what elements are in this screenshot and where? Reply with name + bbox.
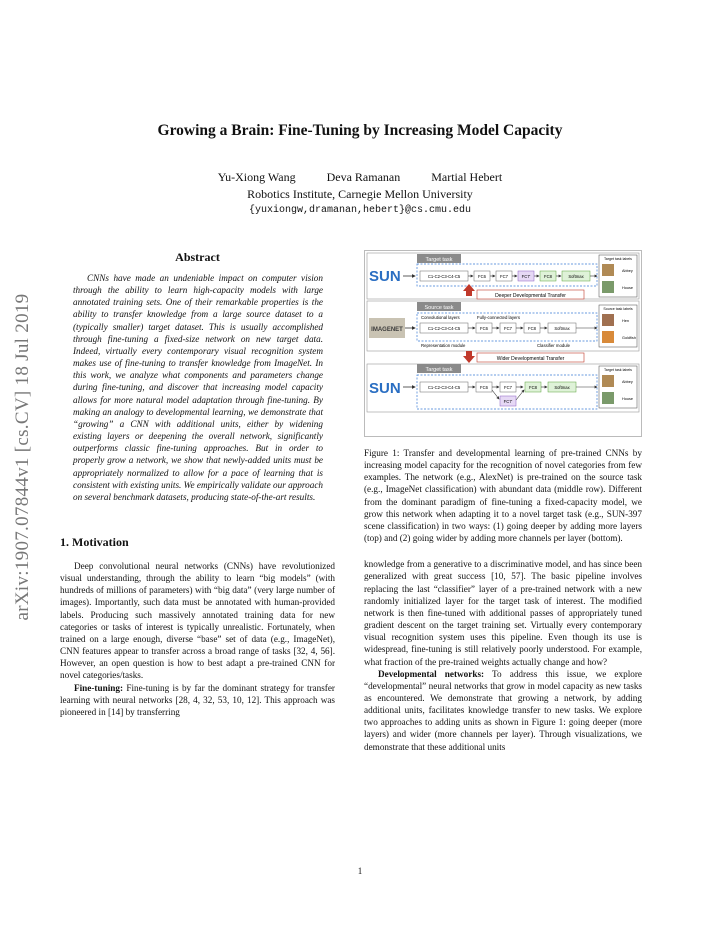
classifier-module-label: Classifier module (537, 343, 570, 348)
wider-transfer-label: Wider Developmental Transfer (496, 356, 565, 362)
right-body (364, 558, 642, 753)
author-name: Deva Ramanan (326, 170, 401, 184)
paragraph-text: To address this issue, we explore “developmental” neural networks that grow in model capacity as new tasks as encountered. We demonstrate that growing a network, by adding additional units, facilitates knowledge transfer to new tasks. We explore two approaches to adding units as shown in Figure 1: going deeper (more layers) and wider (more channels per layer). Through visualizations, we demonstrate that these additional units (364, 668, 642, 752)
fc7-prime-label: FC7' (521, 274, 531, 279)
run-in-heading: Developmental networks: (378, 668, 485, 679)
abstract-heading: Abstract (175, 250, 220, 264)
body-paragraph: knowledge from a generative to a discriminative model, and has since been generalized with great success [10, 57]. The basic pipeline involves replacing the last “classifier” layer of a pre-trained network with a new randomly initialized layer for the target task of interest. The modified network is then fine-tuned with additional passes of appropriately tuned gradient descent on the target training set. Virtually every contemporary visual recognition system uses this pipeline. Even though its use is widespread, fine-tuning is still relatively poorly understood. For example, what fraction of the pre-trained weights actually change and how? (364, 559, 642, 667)
representation-module-label: Representation module (421, 343, 466, 348)
panel-title: Target task labels (604, 368, 632, 372)
panel-title: Source task labels (603, 307, 633, 311)
architecture-diagram (365, 251, 641, 436)
left-column (60, 250, 335, 718)
abbey-thumb (602, 264, 614, 276)
author-name: Yu-Xiong Wang (217, 170, 296, 184)
class-label: Hen (622, 319, 629, 323)
fc7-prime-label: FC7' (503, 399, 513, 404)
paragraph-text: Fine-tuning is by far the dominant strategy for transfer learning with neural networks [28, 4, 32, 53, 10, 12]. This approach was pioneered in [14] by transferring (60, 682, 335, 717)
panel-title: Target task labels (604, 257, 632, 261)
row-label: Target task (425, 257, 453, 263)
fc-layers-label: Fully-connected layers (477, 315, 520, 320)
house-thumb (602, 281, 614, 293)
fc6-label: FC6 (480, 385, 488, 390)
conv-label: C1-C2-C3-C4-C5 (427, 385, 461, 390)
hen-thumb (602, 314, 614, 326)
arxiv-stamp: arXiv:1907.07844v1 [cs.CV] 18 Jul 2019 (12, 293, 33, 621)
goldfish-thumb (602, 331, 614, 343)
abbey-thumb (602, 375, 614, 387)
row-label: Source task (424, 305, 454, 311)
class-label: Abbey (622, 269, 633, 273)
class-label: House (622, 286, 633, 290)
author-name: Martial Hebert (431, 170, 503, 184)
author-list (60, 170, 660, 185)
softmax-label: Softmax (554, 385, 570, 390)
conv-label: C1-C2-C3-C4-C5 (427, 326, 461, 331)
sun-logo: SUN (369, 268, 401, 285)
fc8-label: FC8 (544, 274, 552, 279)
section-heading: 1. Motivation (60, 534, 129, 549)
softmax-label: Softmax (554, 326, 570, 331)
body-paragraph: Deep convolutional neural networks (CNNs) have revolutionized visual understanding, through the ability to learn “big models” (with hundreds of millions of parameters) with “big data” (very large number of images). Importantly, such data must be annotated with human-provided labels. Producing such massively annotated training data for new categories or tasks of interest is typically unrealistic. Fortunately, when trained on a large enough, diverse “base” set of data (e.g., ImageNet), CNN features appear to transfer across a broad range of tasks [32, 4, 56]. However, an open question is how to best adapt a pre-trained CNN for novel categories/tasks. (60, 560, 335, 681)
abstract-text: CNNs have made an undeniable impact on computer vision through the ability to learn high-capacity models with large annotated training sets. One of their remarkable properties is the ability to transfer knowledge from a large source dataset to a (typically smaller) target dataset. This is usually accomplished through fine-tuning a fixed-size network on new target data. Indeed, virtually every contemporary visual recognition system makes use of fine-tuning to transfer knowledge from ImageNet. In this work, we analyze what components and parameters change during fine-tuning, and discover that increasing model capacity allows for more natural model adaptation through fine-tuning. By making an analogy to developmental learning, we demonstrate that “growing” a CNN with additional units, either by widening existing layers or deepening the overall network, significantly outperforms classic fine-tuning approaches. But in order to properly grow a network, we show that newly-added units must be appropriately normalized to allow for a pace of learning that is consistent with existing units. We empirically validate our approach on several benchmark datasets, producing state-of-the-art results. (73, 273, 323, 502)
deeper-transfer-label: Deeper Developmental Transfer (495, 293, 566, 299)
imagenet-label: IMAGENET (371, 327, 403, 333)
fc8-label: FC8 (529, 385, 537, 390)
figure-1 (364, 250, 642, 437)
row-label: Target task (425, 367, 453, 373)
fc6-label: FC6 (480, 326, 488, 331)
page-number: 1 (357, 866, 363, 876)
class-label: House (622, 397, 633, 401)
body-paragraph (60, 682, 335, 718)
class-label: Goldfish (622, 336, 636, 340)
conv-label: C1-C2-C3-C4-C5 (427, 274, 461, 279)
author-email: {yuxiongw,dramanan,hebert}@cs.cmu.edu (248, 205, 472, 216)
run-in-heading: Fine-tuning: (74, 682, 124, 693)
body-paragraph (364, 668, 642, 753)
softmax-label: Softmax (568, 274, 584, 279)
fc6-label: FC6 (478, 274, 486, 279)
fc8-label: FC8 (528, 326, 536, 331)
fc7-label: FC7 (504, 385, 512, 390)
house-thumb (602, 392, 614, 404)
figure-caption: Figure 1: Transfer and developmental learning of pre-trained CNNs by increasing model capacity for the recognition of novel categories from few examples. The network (e.g., AlexNet) is pre-trained on the source task (e.g., ImageNet classification) with abundant data (middle row). Different from the dominant paradigm of fine-tuning a fixed-capacity model, we grow this network when adapting it to a novel target task (e.g., SUN-397 scene classification) in two ways: (1) going deeper by adding more layers (top) and (2) going wider by adding more channels per layer (bottom). (364, 448, 642, 544)
affiliation: Robotics Institute, Carnegie Mellon University (247, 187, 473, 201)
fc7-label: FC7 (500, 274, 508, 279)
fc7-label: FC7 (504, 326, 512, 331)
paper-title: Growing a Brain: Fine-Tuning by Increasing Model Capacity (157, 122, 563, 139)
sun-logo: SUN (369, 380, 401, 397)
conv-layers-label: Convolutional layers (421, 315, 460, 320)
class-label: Abbey (622, 380, 633, 384)
right-column (364, 250, 642, 753)
